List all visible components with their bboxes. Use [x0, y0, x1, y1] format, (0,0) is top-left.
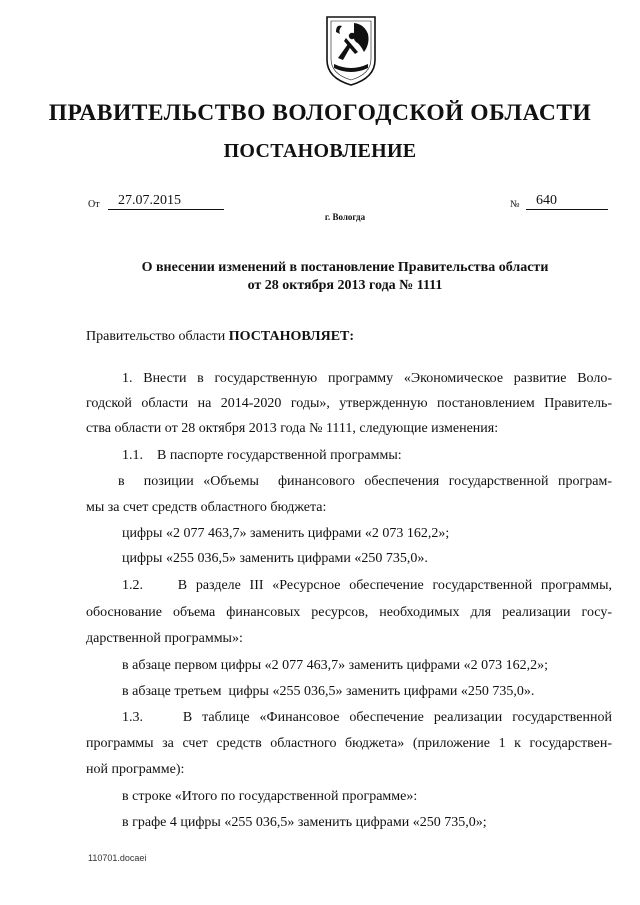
- preamble-decree-word: ПОСТАНОВЛЯЕТ:: [228, 329, 355, 344]
- paragraph-1-2-line-4: в абзаце первом цифры «2 077 463,7» заменить цифрами «2 073 162,2»;: [122, 658, 548, 673]
- paragraph-1-1-line-4: цифры «2 077 463,7» заменить цифрами «2 073 162,2»;: [122, 526, 450, 541]
- paragraph-1-2-line-5: в абзаце третьем цифры «255 036,5» заменить цифрами «250 735,0».: [122, 684, 535, 699]
- paragraph-1-1-line-3: мы за счет средств областного бюджета:: [86, 500, 327, 515]
- date-prefix: От: [88, 199, 100, 210]
- document-date: 27.07.2015: [118, 193, 181, 208]
- paragraph-1-2-line-1: 1.2. В разделе III «Ресурсное обеспечение государственной программы,: [122, 578, 612, 593]
- paragraph-1-line-1: 1. Внести в государственную программу «Экономическое развитие Воло-: [122, 371, 612, 386]
- subject-line-1: О внесении изменений в постановление Правительства области: [141, 260, 549, 275]
- government-title: ПРАВИТЕЛЬСТВО ВОЛОГОДСКОЙ ОБЛАСТИ: [48, 100, 592, 126]
- paragraph-1-3-line-3: ной программе):: [86, 762, 185, 777]
- paragraph-1-2-line-2: обоснование объема финансовых ресурсов, необходимых для реализации госу-: [86, 605, 612, 620]
- paragraph-1-1-line-1: 1.1. В паспорте государственной программы:: [122, 448, 402, 463]
- paragraph-1-line-2: годской области на 2014-2020 годы», утвержденную постановлением Правитель-: [86, 396, 612, 411]
- city-label: г. Вологда: [324, 212, 366, 222]
- paragraph-1-1-line-5: цифры «255 036,5» заменить цифрами «250 735,0».: [122, 551, 428, 566]
- document-subject: [0, 259, 640, 295]
- paragraph-1-3-line-5: в графе 4 цифры «255 036,5» заменить цифрами «250 735,0»;: [122, 815, 487, 830]
- document-type-title: ПОСТАНОВЛЕНИЕ: [223, 140, 417, 162]
- paragraph-1-3-line-4: в строке «Итого по государственной программе»:: [122, 789, 418, 804]
- subject-line-2: от 28 октября 2013 года № 1111: [247, 278, 443, 293]
- preamble-text: Правительство области: [86, 329, 229, 344]
- paragraph-1-3-line-2: программы за счет средств областного бюджета» (приложение 1 к государствен-: [86, 736, 612, 751]
- preamble: [86, 328, 354, 346]
- number-prefix: №: [510, 199, 520, 210]
- coat-of-arms-emblem: [324, 14, 378, 88]
- document-number: 640: [536, 193, 557, 208]
- paragraph-1-2-line-3: дарственной программы»:: [86, 631, 243, 646]
- file-code: 110701.docaei: [88, 853, 147, 863]
- paragraph-1-3-line-1: 1.3. В таблице «Финансовое обеспечение реализации государственной: [122, 710, 612, 725]
- paragraph-1-1-line-2: в позиции «Объемы финансового обеспечения государственной програм-: [118, 474, 612, 489]
- coat-of-arms-icon: [324, 14, 378, 88]
- paragraph-1-line-3: ства области от 28 октября 2013 года № 1111, следующие изменения:: [86, 421, 499, 436]
